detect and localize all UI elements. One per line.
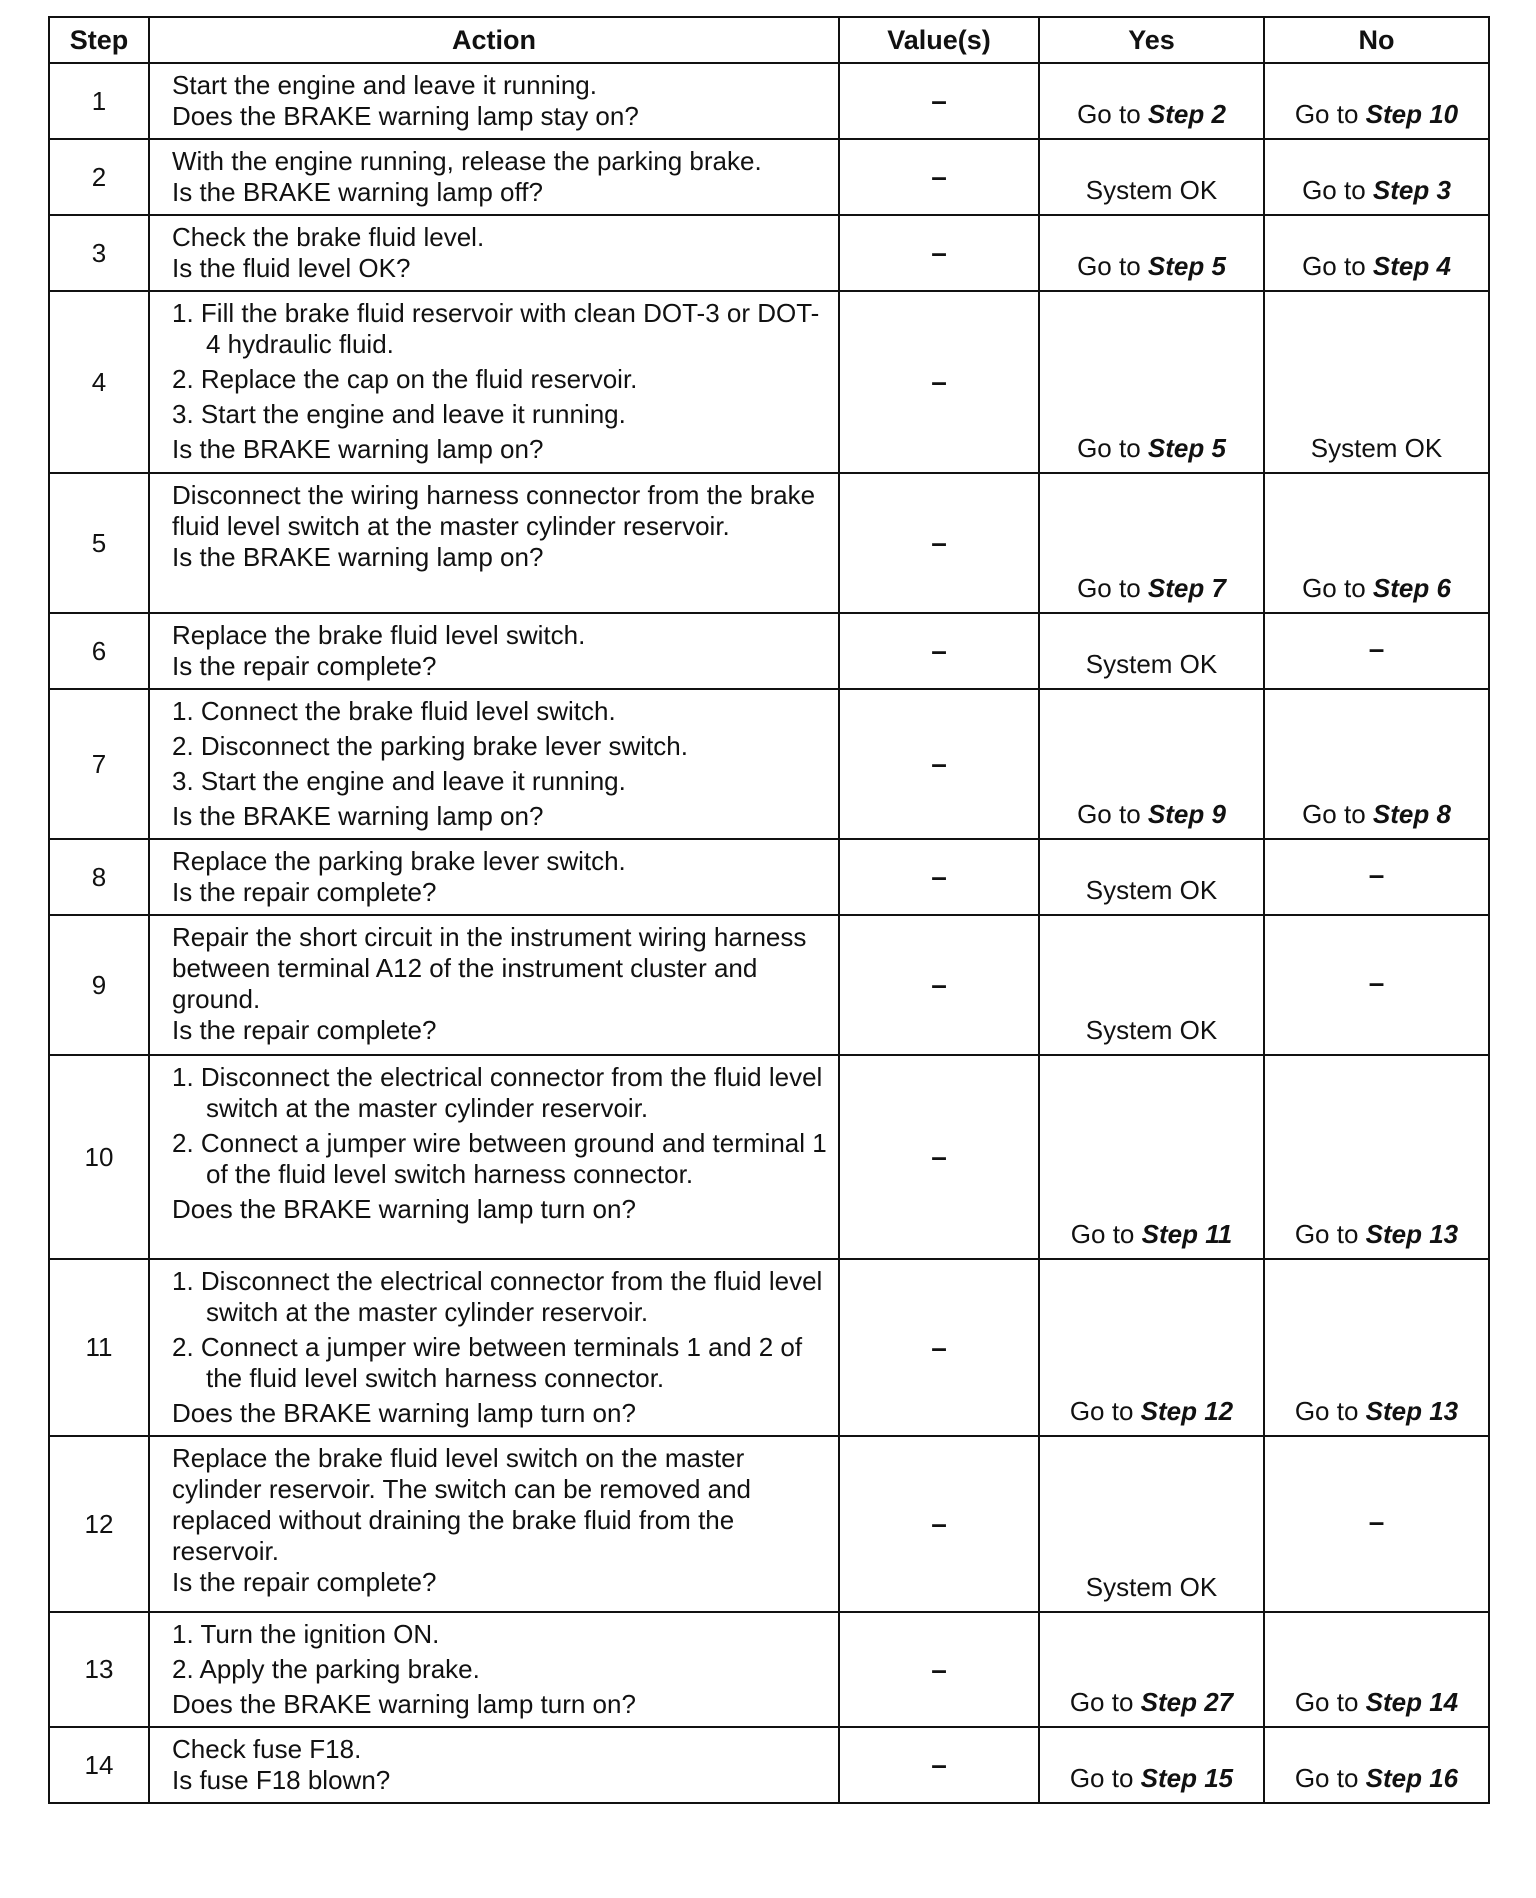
no-cell [1264, 1612, 1489, 1727]
action-cell [149, 291, 839, 473]
action-list-item: 3. Start the engine and leave it running. [172, 399, 626, 429]
action-question: Is the BRAKE warning lamp on? [172, 801, 544, 831]
yes-text: System OK [1085, 175, 1218, 205]
action-text: Check fuse F18. [172, 1734, 362, 1764]
action-question: Does the BRAKE warning lamp turn on? [172, 1398, 636, 1428]
yes-step-ref: Step 12 [1140, 1396, 1234, 1426]
action-question: Is the BRAKE warning lamp on? [172, 542, 544, 572]
action-text: Disconnect the wiring harness connector from the brake fluid level switch at the master cylinder reservoir. [172, 480, 816, 541]
table-row [49, 1612, 1489, 1727]
yes-text: Go to [1077, 433, 1148, 463]
action-list-item: 2. Apply the parking brake. [172, 1654, 480, 1684]
header-yes: Yes [1039, 17, 1264, 63]
no-cell [1264, 291, 1489, 473]
no-cell [1264, 613, 1489, 689]
table-row [49, 1055, 1489, 1259]
step-number: 2 [49, 139, 149, 215]
no-text: Go to [1294, 1396, 1366, 1426]
yes-text: Go to [1069, 1763, 1141, 1793]
action-question: Is the BRAKE warning lamp off? [172, 177, 543, 207]
action-cell [149, 139, 839, 215]
action-cell [149, 613, 839, 689]
no-step-ref: Step 4 [1372, 251, 1451, 281]
yes-cell [1039, 613, 1264, 689]
no-text: Go to [1294, 99, 1366, 129]
no-text: – [1368, 967, 1385, 998]
yes-step-ref: Step 27 [1140, 1687, 1234, 1717]
action-list-item: 3. Start the engine and leave it running. [172, 766, 626, 796]
yes-step-ref: Step 5 [1147, 251, 1226, 281]
table-row [49, 215, 1489, 291]
action-question: Is fuse F18 blown? [172, 1765, 391, 1795]
action-question: Is the repair complete? [172, 651, 437, 681]
action-text: Repair the short circuit in the instrument wiring harness between terminal A12 of the instrument cluster and ground. [172, 922, 807, 1014]
no-text: Go to [1294, 1219, 1366, 1249]
yes-cell [1039, 473, 1264, 613]
no-cell [1264, 63, 1489, 139]
action-question: Is the fluid level OK? [172, 253, 411, 283]
action-text: Check the brake fluid level. [172, 222, 485, 252]
no-step-ref: Step 3 [1372, 175, 1451, 205]
action-cell [149, 473, 839, 613]
step-number: 11 [49, 1259, 149, 1436]
yes-cell [1039, 1727, 1264, 1803]
yes-cell [1039, 215, 1264, 291]
no-step-ref: Step 16 [1365, 1763, 1459, 1793]
table-row [49, 473, 1489, 613]
yes-step-ref: Step 2 [1147, 99, 1226, 129]
yes-step-ref: Step 9 [1147, 799, 1226, 829]
action-list-item: 1. Connect the brake fluid level switch. [172, 696, 616, 726]
value-cell: – [839, 915, 1039, 1055]
no-text: Go to [1294, 1687, 1366, 1717]
table-row [49, 613, 1489, 689]
yes-cell [1039, 139, 1264, 215]
no-step-ref: Step 14 [1365, 1687, 1459, 1717]
header-row [49, 17, 1489, 63]
yes-text: Go to [1077, 99, 1148, 129]
action-list-item: 2. Disconnect the parking brake lever switch. [172, 731, 688, 761]
yes-text: Go to [1070, 1219, 1142, 1249]
action-list-item: 1. Disconnect the electrical connector from the fluid level switch at the master cylinder reservoir. [172, 1266, 823, 1327]
yes-cell [1039, 689, 1264, 839]
no-text: Go to [1302, 799, 1373, 829]
table-row [49, 139, 1489, 215]
value-cell: – [839, 1727, 1039, 1803]
value-cell: – [839, 63, 1039, 139]
no-text: Go to [1302, 251, 1373, 281]
step-number: 9 [49, 915, 149, 1055]
no-text: Go to [1294, 1763, 1366, 1793]
step-number: 4 [49, 291, 149, 473]
header-values: Value(s) [839, 17, 1039, 63]
action-question: Is the repair complete? [172, 1567, 437, 1597]
no-cell [1264, 1259, 1489, 1436]
action-question: Is the repair complete? [172, 877, 437, 907]
table-row [49, 839, 1489, 915]
step-number: 14 [49, 1727, 149, 1803]
action-cell [149, 839, 839, 915]
table-row [49, 1259, 1489, 1436]
yes-cell [1039, 1055, 1264, 1259]
yes-step-ref: Step 11 [1141, 1219, 1233, 1249]
no-cell [1264, 1055, 1489, 1259]
no-cell [1264, 473, 1489, 613]
yes-text: Go to [1077, 799, 1148, 829]
header-action: Action [149, 17, 839, 63]
yes-text: Go to [1077, 573, 1148, 603]
action-cell [149, 215, 839, 291]
step-number: 12 [49, 1436, 149, 1612]
no-step-ref: Step 13 [1365, 1219, 1459, 1249]
no-step-ref: Step 8 [1372, 799, 1451, 829]
yes-cell [1039, 839, 1264, 915]
diagnostic-table [48, 16, 1490, 1804]
step-number: 8 [49, 839, 149, 915]
no-cell [1264, 1727, 1489, 1803]
action-text: Replace the parking brake lever switch. [172, 846, 626, 876]
table-row [49, 915, 1489, 1055]
yes-text: Go to [1069, 1396, 1141, 1426]
no-cell [1264, 139, 1489, 215]
yes-cell [1039, 291, 1264, 473]
action-list-item: 1. Disconnect the electrical connector from the fluid level switch at the master cylinder reservoir. [172, 1062, 823, 1123]
table-body [49, 63, 1489, 1803]
yes-text: System OK [1085, 875, 1218, 905]
step-number: 3 [49, 215, 149, 291]
value-cell: – [839, 1259, 1039, 1436]
action-cell [149, 1259, 839, 1436]
action-cell [149, 1727, 839, 1803]
yes-cell [1039, 915, 1264, 1055]
no-step-ref: Step 6 [1372, 573, 1451, 603]
action-cell [149, 63, 839, 139]
action-list-item: 1. Turn the ignition ON. [172, 1619, 440, 1649]
no-cell [1264, 1436, 1489, 1612]
value-cell: – [839, 1612, 1039, 1727]
table-row [49, 63, 1489, 139]
action-question: Is the repair complete? [172, 1015, 437, 1045]
action-cell [149, 1436, 839, 1612]
no-step-ref: Step 13 [1365, 1396, 1459, 1426]
no-step-ref: Step 10 [1365, 99, 1459, 129]
step-number: 13 [49, 1612, 149, 1727]
value-cell: – [839, 1436, 1039, 1612]
yes-cell [1039, 1436, 1264, 1612]
action-question: Does the BRAKE warning lamp turn on? [172, 1194, 636, 1224]
yes-text: System OK [1085, 1015, 1218, 1045]
yes-cell [1039, 1612, 1264, 1727]
action-cell [149, 915, 839, 1055]
yes-text: Go to [1077, 251, 1148, 281]
step-number: 1 [49, 63, 149, 139]
no-text: System OK [1310, 433, 1443, 463]
action-cell [149, 1055, 839, 1259]
no-cell [1264, 839, 1489, 915]
yes-text: Go to [1069, 1687, 1141, 1717]
step-number: 7 [49, 689, 149, 839]
action-question: Is the BRAKE warning lamp on? [172, 434, 544, 464]
no-text: – [1368, 859, 1385, 890]
value-cell: – [839, 473, 1039, 613]
action-text: With the engine running, release the parking brake. [172, 146, 762, 176]
step-number: 10 [49, 1055, 149, 1259]
value-cell: – [839, 139, 1039, 215]
action-list-item: 2. Connect a jumper wire between ground and terminal 1 of the fluid level switch harness connector. [172, 1128, 827, 1189]
action-text: Start the engine and leave it running. [172, 70, 597, 100]
no-text: Go to [1302, 175, 1373, 205]
no-text: Go to [1302, 573, 1373, 603]
table-row [49, 689, 1489, 839]
value-cell: – [839, 689, 1039, 839]
yes-text: System OK [1085, 1572, 1218, 1602]
no-cell [1264, 215, 1489, 291]
action-text: Replace the brake fluid level switch. [172, 620, 586, 650]
yes-step-ref: Step 5 [1147, 433, 1226, 463]
table-row [49, 1436, 1489, 1612]
action-text: Replace the brake fluid level switch on the master cylinder reservoir. The switch can be removed and replaced without draining the brake fluid from the reservoir. [172, 1443, 752, 1566]
value-cell: – [839, 613, 1039, 689]
action-question: Does the BRAKE warning lamp stay on? [172, 101, 639, 131]
header-no: No [1264, 17, 1489, 63]
no-text: – [1368, 633, 1385, 664]
yes-step-ref: Step 15 [1140, 1763, 1234, 1793]
value-cell: – [839, 291, 1039, 473]
action-list-item: 2. Connect a jumper wire between terminals 1 and 2 of the fluid level switch harness connector. [172, 1332, 803, 1393]
step-number: 5 [49, 473, 149, 613]
action-list-item: 2. Replace the cap on the fluid reservoir. [172, 364, 638, 394]
table-row [49, 1727, 1489, 1803]
yes-cell [1039, 63, 1264, 139]
action-question: Does the BRAKE warning lamp turn on? [172, 1689, 636, 1719]
value-cell: – [839, 1055, 1039, 1259]
value-cell: – [839, 215, 1039, 291]
table-row [49, 291, 1489, 473]
action-list-item: 1. Fill the brake fluid reservoir with clean DOT-3 or DOT-4 hydraulic fluid. [172, 298, 820, 359]
action-cell [149, 1612, 839, 1727]
yes-text: System OK [1085, 649, 1218, 679]
no-text: – [1368, 1506, 1385, 1537]
yes-step-ref: Step 7 [1147, 573, 1226, 603]
no-cell [1264, 915, 1489, 1055]
step-number: 6 [49, 613, 149, 689]
header-step: Step [49, 17, 149, 63]
value-cell: – [839, 839, 1039, 915]
yes-cell [1039, 1259, 1264, 1436]
no-cell [1264, 689, 1489, 839]
action-cell [149, 689, 839, 839]
